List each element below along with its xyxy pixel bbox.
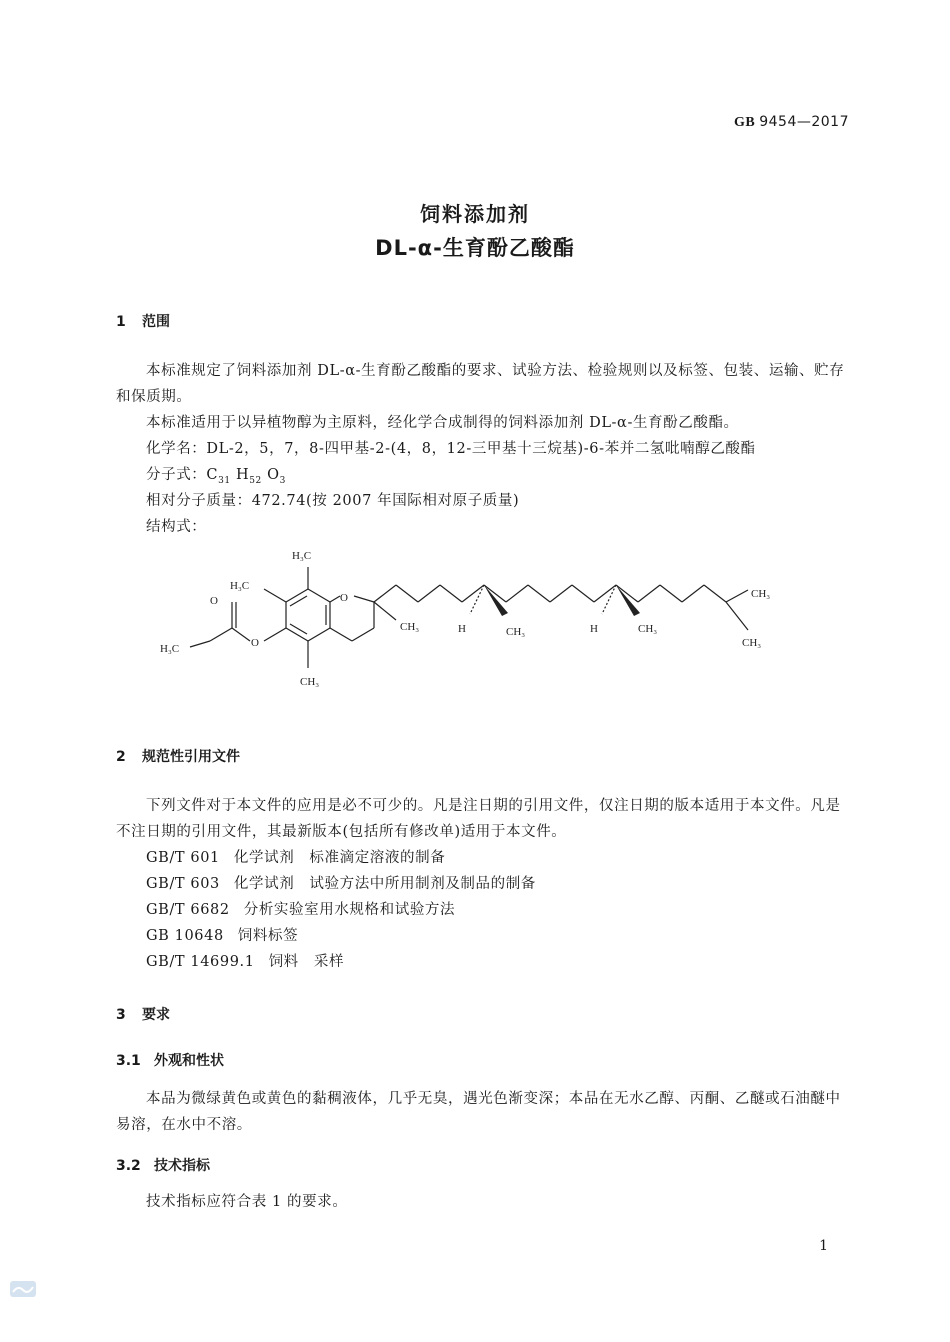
sac-logo-icon xyxy=(10,1279,36,1299)
section-number: 3.2 xyxy=(116,1158,141,1174)
section-title: 外观和性状 xyxy=(154,1053,224,1069)
structural-formula-diagram xyxy=(150,540,810,692)
section-3-2-heading xyxy=(116,1155,210,1175)
reference-title: 化学试剂 标准滴定溶液的制备 xyxy=(233,850,446,866)
label-h-2: H xyxy=(590,623,598,635)
reference-code: GB/T 14699.1 xyxy=(146,954,255,970)
section-number: 1 xyxy=(116,314,126,330)
section-2-heading xyxy=(116,746,240,766)
reference-code: GB/T 6682 xyxy=(146,902,230,918)
bonds xyxy=(190,567,748,668)
label-ch3-bottom: CH₃ xyxy=(300,676,320,688)
section-title: 技术指标 xyxy=(154,1158,210,1174)
label-h3c-left: H₃C xyxy=(230,580,250,592)
paragraph-text: 本品为微绿黄色或黄色的黏稠液体，几乎无臭，遇光色渐变深；本品在无水乙醇、丙酮、乙醚或石油醚中易溶，在水中不溶。 xyxy=(116,1091,841,1133)
section-number: 3.1 xyxy=(116,1053,141,1069)
structure-label: 结构式： xyxy=(146,519,207,535)
section-1-paragraph-1 xyxy=(116,358,850,410)
section-3-1-heading xyxy=(116,1050,224,1070)
reference-title: 分析实验室用水规格和试验方法 xyxy=(243,902,456,918)
formula-label: 分子式： xyxy=(146,467,207,483)
label-ch3-c2: CH₃ xyxy=(400,621,420,633)
section-number: 3 xyxy=(116,1007,126,1023)
section-1-paragraph-2: 本标准适用于以异植物醇为主原料，经化学合成制得的饲料添加剂 DL-α-生育酚乙酸酯。 xyxy=(146,415,739,431)
reference-code: GB 10648 xyxy=(146,928,224,944)
formula-o-count: 3 xyxy=(279,475,286,486)
label-o-ester: O xyxy=(251,637,259,649)
reference-item xyxy=(146,950,358,971)
section-3-2-paragraph: 技术指标应符合表 1 的要求。 xyxy=(146,1194,348,1210)
reference-item xyxy=(146,872,550,893)
section-3-heading xyxy=(116,1004,170,1024)
reference-item xyxy=(146,846,459,867)
label-ch3-end-bottom: CH₃ xyxy=(742,637,762,649)
label-ch3-1: CH₃ xyxy=(506,626,526,638)
formula-o: O xyxy=(267,467,280,483)
molecular-mass: 相对分子质量：472.74(按 2007 年国际相对原子质量) xyxy=(146,493,520,509)
label-ch3-end-top: CH₃ xyxy=(751,588,771,600)
label-ch3-2: CH₃ xyxy=(638,623,658,635)
reference-title: 饲料标签 xyxy=(237,928,299,944)
formula-c: C xyxy=(206,467,219,483)
reference-code: GB/T 603 xyxy=(146,876,220,892)
reference-title: 化学试剂 试验方法中所用制剂及制品的制备 xyxy=(233,876,536,892)
document-title-line-2: DL-α-生育酚乙酸酯 xyxy=(375,236,575,260)
molecular-formula xyxy=(146,463,286,486)
reference-item xyxy=(146,898,469,919)
label-o-ring: O xyxy=(340,592,348,604)
section-number: 2 xyxy=(116,749,126,765)
document-title-line-1: 饲料添加剂 xyxy=(420,202,530,226)
standard-number: 9454—2017 xyxy=(759,114,849,130)
chemical-name: 化学名：DL-2，5，7，8-四甲基-2-(4，8，12-三甲基十三烷基)-6-苯并二氢吡喃醇乙酸酯 xyxy=(146,441,756,457)
section-title: 范围 xyxy=(142,314,170,330)
formula-h-count: 52 xyxy=(249,475,262,486)
reference-title: 饲料 采样 xyxy=(268,954,345,970)
standard-code xyxy=(734,114,849,131)
section-3-1-paragraph xyxy=(116,1086,850,1138)
standard-prefix: GB xyxy=(734,115,756,130)
section-title: 要求 xyxy=(142,1007,170,1023)
reference-item xyxy=(146,924,312,945)
formula-h: H xyxy=(235,467,250,483)
section-title: 规范性引用文件 xyxy=(142,749,240,765)
paragraph-text: 下列文件对于本文件的应用是必不可少的。凡是注日期的引用文件，仅注日期的版本适用于本文件。凡是不注日期的引用文件，其最新版本(包括所有修改单)适用于本文件。 xyxy=(116,798,841,840)
label-h3c-top: H₃C xyxy=(292,550,312,562)
section-2-paragraph-1 xyxy=(116,793,850,845)
label-h-1: H xyxy=(458,623,466,635)
reference-code: GB/T 601 xyxy=(146,850,220,866)
label-h3c-acetyl: H₃C xyxy=(160,643,180,655)
page-number: 1 xyxy=(819,1238,828,1254)
paragraph-text: 本标准规定了饲料添加剂 DL-α-生育酚乙酸酯的要求、试验方法、检验规则以及标签、包装、运输、贮存和保质期。 xyxy=(116,363,845,405)
formula-c-count: 31 xyxy=(218,475,231,486)
section-1-heading xyxy=(116,311,170,331)
label-o-carbonyl: O xyxy=(210,595,218,607)
